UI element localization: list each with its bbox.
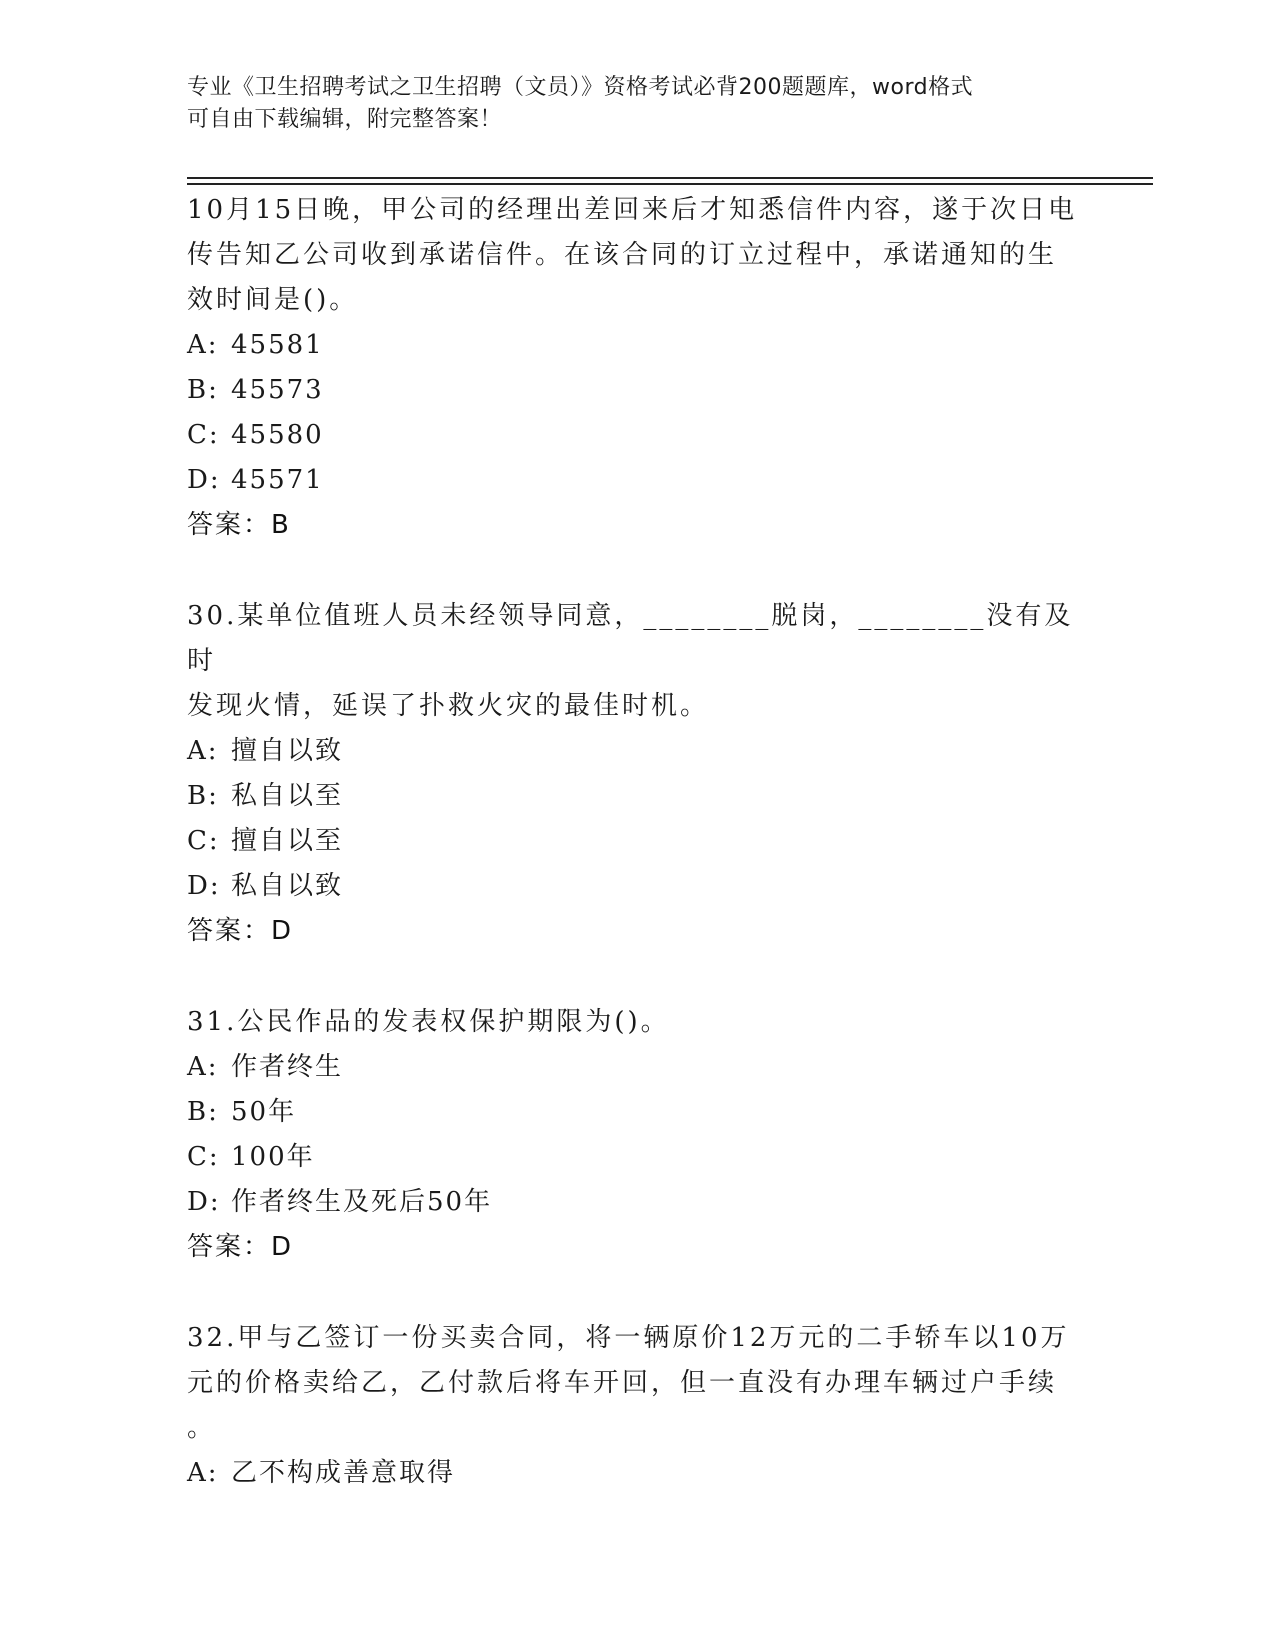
question-text-line: 10月15日晚，甲公司的经理出差回来后才知悉信件内容，遂于次日电: [187, 195, 1078, 225]
header-line-1: 专业《卫生招聘考试之卫生招聘（文员）》资格考试必背200题题库，word格式: [187, 75, 974, 100]
question-block: [187, 188, 1087, 548]
option-key: D:: [187, 871, 221, 901]
option-text: 50年: [231, 1097, 297, 1127]
option-key: D:: [187, 465, 221, 495]
option-d: [187, 458, 1087, 503]
option-text: 擅自以至: [231, 826, 344, 856]
document-header: [187, 72, 1087, 136]
spacer: [187, 1270, 1087, 1316]
option-text: 45581: [231, 330, 324, 360]
question-text-line: 元的价格卖给乙，乙付款后将车开回，但一直没有办理车辆过户手续: [187, 1368, 1058, 1398]
option-a: [187, 729, 1087, 774]
option-key: B:: [187, 375, 219, 405]
option-text: 45573: [231, 375, 324, 405]
option-text: 作者终生及死后50年: [231, 1187, 493, 1217]
option-key: D:: [187, 1187, 221, 1217]
answer-label: 答案：D: [187, 1232, 294, 1262]
option-key: A:: [187, 736, 219, 766]
option-d: [187, 1180, 1087, 1225]
option-key: A:: [187, 1458, 219, 1488]
spacer: [187, 954, 1087, 1000]
question-block: [187, 1000, 1087, 1270]
option-b: [187, 1090, 1087, 1135]
question-text-line: 32.甲与乙签订一份买卖合同，将一辆原价12万元的二手轿车以10万: [187, 1323, 1070, 1353]
question-list: [187, 188, 1087, 1496]
question-text-line: 31.公民作品的发表权保护期限为()。: [187, 1007, 670, 1037]
option-a: [187, 1045, 1087, 1090]
header-divider-top: [187, 177, 1153, 179]
option-text: 私自以至: [231, 781, 344, 811]
question-text-line: 。: [187, 1413, 217, 1443]
question-block: [187, 594, 1087, 954]
question-block: [187, 1316, 1087, 1496]
option-text: 私自以致: [231, 871, 344, 901]
question-text-line: 效时间是()。: [187, 285, 359, 315]
answer-label: 答案：B: [187, 510, 291, 540]
option-c: [187, 819, 1087, 864]
question-text-line: 传告知乙公司收到承诺信件。在该合同的订立过程中，承诺通知的生: [187, 240, 1058, 270]
option-key: A:: [187, 1052, 219, 1082]
option-a: [187, 1451, 1087, 1496]
option-text: 作者终生: [231, 1052, 344, 1082]
option-b: [187, 774, 1087, 819]
question-text-line: 发现火情，延误了扑救火灾的最佳时机。: [187, 691, 710, 721]
option-a: [187, 323, 1087, 368]
header-line-2: 可自由下载编辑，附完整答案！: [187, 107, 503, 132]
option-text: 乙不构成善意取得: [231, 1458, 456, 1488]
option-key: C:: [187, 826, 220, 856]
option-key: B:: [187, 781, 219, 811]
question-text-line: 30.某单位值班人员未经领导同意，________脱岗，________没有及时: [187, 601, 1074, 676]
option-key: C:: [187, 1142, 220, 1172]
option-key: B:: [187, 1097, 219, 1127]
option-b: [187, 368, 1087, 413]
answer-label: 答案：D: [187, 916, 294, 946]
option-text: 擅自以致: [231, 736, 344, 766]
option-key: C:: [187, 420, 220, 450]
option-text: 45580: [231, 420, 324, 450]
option-text: 45571: [231, 465, 324, 495]
option-d: [187, 864, 1087, 909]
option-text: 100年: [231, 1142, 315, 1172]
header-divider-bottom: [187, 183, 1153, 185]
option-c: [187, 413, 1087, 458]
option-c: [187, 1135, 1087, 1180]
spacer: [187, 548, 1087, 594]
option-key: A:: [187, 330, 219, 360]
